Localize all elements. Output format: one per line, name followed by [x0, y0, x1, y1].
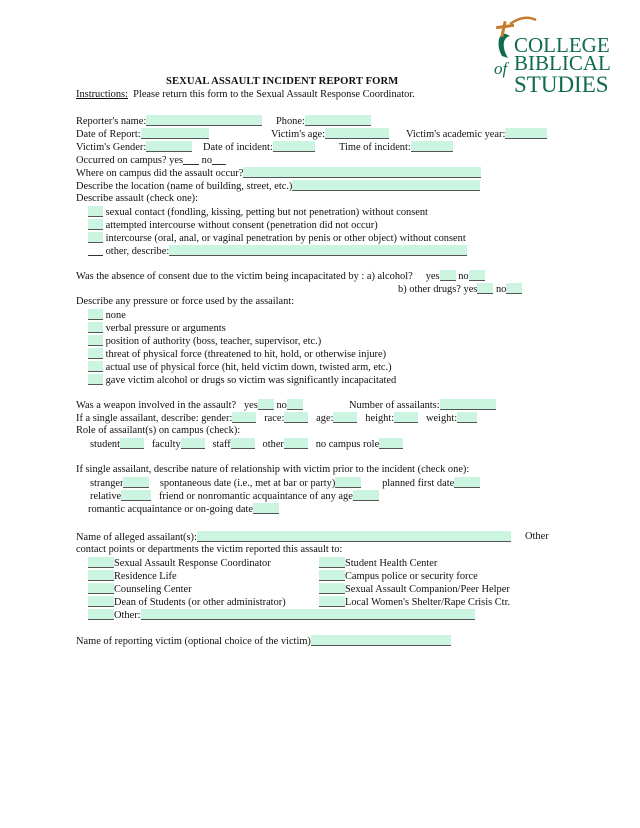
college-logo: [492, 12, 622, 98]
contact-right-3: [319, 583, 510, 596]
alcohol-no-field[interactable]: [469, 270, 485, 281]
pressure-option-2-check[interactable]: [88, 322, 103, 333]
describe-assault-heading: Describe assault (check one):: [76, 193, 199, 204]
rel-stranger-label: stranger: [90, 478, 124, 489]
age-label: age:: [316, 413, 334, 424]
logo-line-studies: STUDIES: [514, 72, 609, 97]
rel-relative-label: relative: [90, 491, 122, 502]
contact-right-2-check[interactable]: [319, 570, 345, 581]
assault-option-2-check[interactable]: [88, 219, 103, 230]
instructions-text: Please return this form to the Sexual Assault Response Coordinator.: [133, 89, 415, 100]
incapacitated-row: [76, 270, 485, 283]
describe-location-label: Describe the location (name of building, street, etc.): [76, 181, 293, 192]
role-faculty-label: faculty: [151, 439, 181, 450]
occurred-yes-label: Occurred on campus? yes: [76, 155, 184, 166]
rel-planned-field[interactable]: [454, 477, 480, 488]
role-faculty-field[interactable]: [181, 438, 205, 449]
occurred-no-label: no: [201, 155, 213, 166]
phone-field[interactable]: [305, 115, 371, 126]
contact-left-1-label: Sexual Assault Response Coordinator: [114, 558, 271, 569]
relationship-row-3: [88, 503, 279, 516]
victims-age-field[interactable]: [325, 128, 389, 139]
contact-right-2: [319, 570, 478, 583]
contact-right-3-check[interactable]: [319, 583, 345, 594]
date-of-report-label: Date of Report:: [76, 129, 141, 140]
date-of-incident-field[interactable]: [273, 141, 315, 152]
rel-spontaneous-label: spontaneous date (i.e., met at bar or party): [159, 478, 336, 489]
reporter-name-row: [76, 115, 262, 128]
victims-year-label: Victim's academic year:: [406, 129, 506, 140]
contact-left-5-label: Other:: [114, 610, 141, 621]
alcohol-yes-label: yes: [425, 271, 440, 282]
contact-left-1: [88, 557, 271, 570]
weapon-yes-label: yes: [243, 400, 258, 411]
assault-option-3-label: intercourse (oral, anal, or vaginal penetration by penis or other object) without consent: [105, 233, 466, 244]
contact-left-4-label: Dean of Students (or other administrator): [114, 597, 286, 608]
alleged-assailant-label: Name of alleged assailant(s):: [76, 532, 197, 543]
relationship-row-1: [90, 477, 480, 490]
alcohol-yes-field[interactable]: [440, 270, 456, 281]
date-of-incident-label: Date of incident:: [203, 142, 273, 153]
other-word: Other: [525, 531, 549, 542]
reporting-victim-field[interactable]: [311, 635, 451, 646]
assault-other-field[interactable]: [169, 245, 467, 256]
pressure-option-3: [88, 335, 321, 348]
victims-year-field[interactable]: [505, 128, 547, 139]
contact-right-2-label: Campus police or security force: [345, 571, 478, 582]
rel-friend-label: friend or nonromantic acquaintance of any age: [158, 491, 353, 502]
contact-left-2: [88, 570, 177, 583]
contact-left-5-check[interactable]: [88, 609, 114, 620]
role-staff-field[interactable]: [231, 438, 255, 449]
contact-left-3-label: Counseling Center: [114, 584, 192, 595]
logo-of: of: [494, 59, 508, 78]
role-student-field[interactable]: [120, 438, 144, 449]
relationship-row-2: [90, 490, 379, 503]
single-assailant-row: [76, 412, 477, 425]
contact-right-1-label: Student Health Center: [345, 558, 438, 569]
logo-mark-icon: [492, 12, 622, 98]
victims-gender-label: Victim's Gender:: [76, 142, 147, 153]
pressure-option-6: [88, 374, 396, 387]
assailant-weight-field[interactable]: [457, 412, 477, 423]
alleged-assailant-row: [76, 531, 511, 544]
assault-option-4-label: other, describe:: [105, 246, 170, 257]
reporter-name-field[interactable]: [146, 115, 262, 126]
weapon-no-field[interactable]: [287, 399, 303, 410]
num-assailants-field[interactable]: [440, 399, 496, 410]
contact-right-1-check[interactable]: [319, 557, 345, 568]
drugs-yes-field[interactable]: [477, 283, 493, 294]
rel-romantic-label: romantic acquaintance or on-going date: [88, 504, 254, 515]
drugs-no-field[interactable]: [506, 283, 522, 294]
contact-right-4: [319, 596, 510, 609]
describe-location-row: [76, 180, 480, 193]
victims-age-row: [271, 128, 389, 141]
reporting-victim-row: [76, 635, 451, 648]
pressure-option-6-check[interactable]: [88, 374, 103, 385]
weight-label: weight:: [425, 413, 458, 424]
page-title: SEXUAL ASSAULT INCIDENT REPORT FORM: [166, 76, 399, 87]
drugs-yes-label: b) other drugs? yes: [398, 284, 478, 295]
date-of-report-field[interactable]: [141, 128, 209, 139]
rel-romantic-field[interactable]: [253, 503, 279, 514]
phone-label: Phone:: [276, 116, 305, 127]
pressure-option-5-check[interactable]: [88, 361, 103, 372]
contact-left-4: [88, 596, 286, 609]
contact-left-1-check[interactable]: [88, 557, 114, 568]
occurred-yes-blank[interactable]: [183, 154, 199, 165]
reporter-name-label: Reporter's name:: [76, 116, 147, 127]
phone-row: [276, 115, 371, 128]
assault-option-3: [88, 232, 466, 245]
pressure-option-3-check[interactable]: [88, 335, 103, 346]
assault-option-4-check[interactable]: [88, 245, 103, 256]
weapon-no-label: no: [276, 400, 287, 411]
drugs-no-label: no: [495, 284, 507, 295]
occurred-on-campus-row: [76, 154, 226, 167]
role-row: [90, 438, 403, 451]
contact-left-3-check[interactable]: [88, 583, 114, 594]
pressure-option-6-label: gave victim alcohol or drugs so victim was significantly incapacitated: [105, 375, 397, 386]
victims-gender-field[interactable]: [146, 141, 192, 152]
contact-left-4-check[interactable]: [88, 596, 114, 607]
where-on-campus-label: Where on campus did the assault occur?: [76, 168, 244, 179]
other-drugs-row: [398, 283, 522, 296]
incapacitated-label: Was the absence of consent due to the victim being incapacitated by : a) alcohol?: [76, 271, 413, 282]
victims-age-label: Victim's age:: [271, 129, 326, 140]
rel-spontaneous-field[interactable]: [335, 477, 361, 488]
assault-option-4: [88, 245, 467, 258]
role-student-label: student: [90, 439, 121, 450]
assailant-height-field[interactable]: [394, 412, 418, 423]
occurred-no-blank[interactable]: [212, 154, 226, 165]
contact-points-heading: contact points or departments the victim reported this assault to:: [76, 544, 343, 555]
role-heading: Role of assailant(s) on campus (check):: [76, 425, 241, 436]
contact-left-3: [88, 583, 192, 596]
assault-option-3-check[interactable]: [88, 232, 103, 243]
num-assailants-row: [349, 399, 496, 412]
pressure-option-4-check[interactable]: [88, 348, 103, 359]
rel-planned-label: planned first date: [382, 478, 455, 489]
victims-year-row: [406, 128, 547, 141]
contact-other-field[interactable]: [141, 609, 475, 620]
pressure-option-3-label: position of authority (boss, teacher, supervisor, etc.): [105, 336, 322, 347]
contact-left-5: [88, 609, 475, 622]
rel-stranger-field[interactable]: [123, 477, 149, 488]
contact-right-4-label: Local Women's Shelter/Rape Crisis Ctr.: [345, 597, 511, 608]
alleged-assailant-field[interactable]: [197, 531, 511, 542]
gender-label: If a single assailant, describe: gender:: [76, 413, 233, 424]
logo-line-college: COLLEGE: [514, 33, 610, 57]
time-of-incident-label: Time of incident:: [339, 142, 411, 153]
contact-right-1: [319, 557, 437, 570]
pressure-option-1-check[interactable]: [88, 309, 103, 320]
assault-option-1-check[interactable]: [88, 206, 103, 217]
num-assailants-label: Number of assailants:: [349, 400, 440, 411]
describe-location-field[interactable]: [292, 180, 480, 191]
date-of-report-row: [76, 128, 209, 141]
pressure-option-4-label: threat of physical force (threatened to hit, hold, or otherwise injure): [105, 349, 387, 360]
weapon-yes-field[interactable]: [258, 399, 274, 410]
rel-friend-field[interactable]: [353, 490, 379, 501]
instructions-label: Instructions:: [76, 89, 128, 100]
reporting-victim-label: Name of reporting victim (optional choice of the victim): [76, 636, 311, 647]
pressure-option-2-label: verbal pressure or arguments: [105, 323, 226, 334]
where-on-campus-field[interactable]: [243, 167, 481, 178]
date-of-incident-row: [203, 141, 315, 154]
contact-left-2-label: Residence Life: [114, 571, 177, 582]
pressure-option-1-label: none: [105, 310, 126, 321]
where-on-campus-row: [76, 167, 481, 180]
role-other-field[interactable]: [284, 438, 308, 449]
assault-option-2: [88, 219, 378, 232]
pressure-option-5: [88, 361, 392, 374]
pressure-option-1: [88, 309, 126, 322]
role-none-field[interactable]: [379, 438, 403, 449]
assailant-age-field[interactable]: [333, 412, 357, 423]
contact-left-2-check[interactable]: [88, 570, 114, 581]
alcohol-no-label: no: [458, 271, 469, 282]
weapon-row: [76, 399, 303, 412]
logo-line-biblical: BIBLICAL: [514, 51, 611, 75]
role-none-label: no campus role: [315, 439, 380, 450]
assailant-race-field[interactable]: [284, 412, 308, 423]
pressure-heading: Describe any pressure or force used by the assailant:: [76, 296, 295, 307]
assailant-gender-field[interactable]: [232, 412, 256, 423]
assault-option-2-label: attempted intercourse without consent (penetration did not occur): [105, 220, 378, 231]
pressure-option-5-label: actual use of physical force (hit, held victim down, twisted arm, etc.): [105, 362, 392, 373]
role-staff-label: staff: [212, 439, 231, 450]
time-of-incident-field[interactable]: [411, 141, 453, 152]
rel-relative-field[interactable]: [121, 490, 151, 501]
victims-gender-row: [76, 141, 192, 154]
pressure-option-2: [88, 322, 226, 335]
height-label: height:: [365, 413, 395, 424]
race-label: race:: [264, 413, 285, 424]
time-of-incident-row: [339, 141, 453, 154]
contact-right-4-check[interactable]: [319, 596, 345, 607]
relationship-heading: If single assailant, describe nature of relationship with victim prior to the incident (check one):: [76, 464, 470, 475]
instructions: [76, 89, 415, 101]
pressure-option-4: [88, 348, 386, 361]
weapon-label: Was a weapon involved in the assault?: [76, 400, 237, 411]
contact-right-3-label: Sexual Assault Companion/Peer Helper: [345, 584, 510, 595]
assault-option-1: [88, 206, 428, 219]
assault-option-1-label: sexual contact (fondling, kissing, petting but not penetration) without consent: [105, 207, 428, 218]
role-other-label: other: [262, 439, 284, 450]
